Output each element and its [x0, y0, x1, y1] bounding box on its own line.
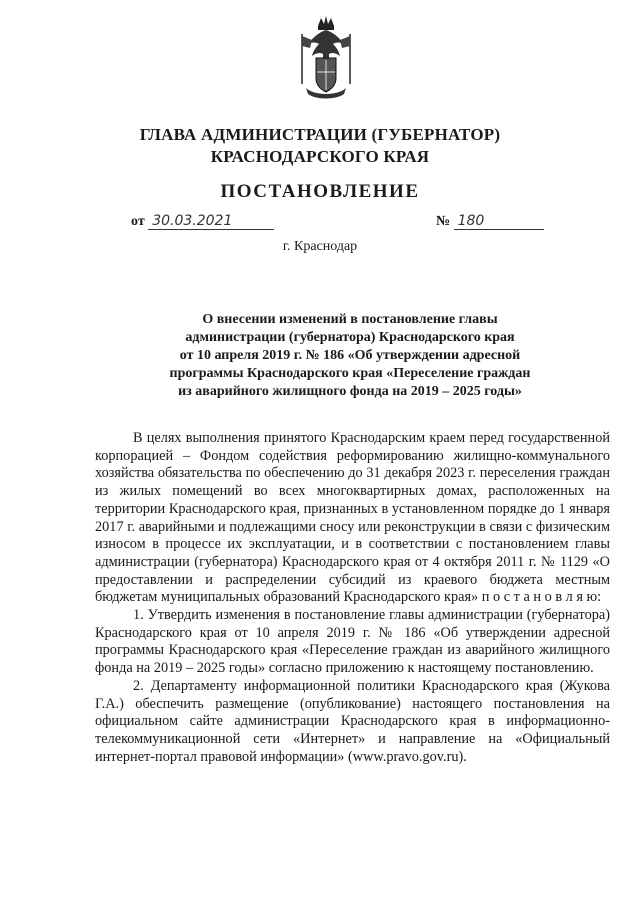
title-line: программы Краснодарского края «Переселение граждан — [169, 366, 531, 381]
title-line: О внесении изменений в постановление главы — [202, 312, 498, 327]
date-label: от — [131, 214, 145, 229]
document-number — [436, 212, 544, 232]
title-line: от 10 апреля 2019 г. № 186 «Об утверждении адресной — [179, 348, 521, 363]
document-body — [95, 430, 610, 766]
authority-title: ГЛАВА АДМИНИСТРАЦИИ (ГУБЕРНАТОР) — [139, 125, 501, 144]
clause-paragraph: 2. Департаменту информационной политики Краснодарского края (Жукова Г.А.) обеспечить размещение (опубликование) настоящего постановления на официальном сайте администрации Краснодарского края в информационно-телекоммуникационной сети «Интернет» и направление на «Официальный интернет-портал правовой информации» (www.pravo.gov.ru). — [95, 677, 610, 765]
preamble-paragraph: В целях выполнения принятого Краснодарским краем перед государственной корпорацией – Фондом содействия реформированию жилищно-коммунального хозяйства обязательства по обеспечению до 31 декабря 2023 г. переселения граждан из жилых помещений во всех многоквартирных домах, расположенных на территории Краснодарского края, признанных в установленном порядке до 1 января 2017 г. аварийными и подлежащими сносу или реконструкции в связи с физическим износом в процессе их эксплуатации, и в соответствии с постановлением главы администрации (губернатора) Краснодарского края от 4 октября 2011 г. № 1129 «О предоставлении и распределении субсидий из краевого бюджета местным бюджетам муниципальных образований Краснодарского края» п о с т а н о в л я ю: — [95, 430, 610, 606]
title-line: администрации (губернатора) Краснодарского края — [185, 330, 515, 345]
clause-paragraph: 1. Утвердить изменения в постановление главы администрации (губернатора) Краснодарского края от 10 апреля 2019 г. № 186 «Об утверждении адресной программы Краснодарского края «Переселение граждан из аварийного жилищного фонда на 2019 – 2025 годы» согласно приложению к настоящему постановлению. — [95, 607, 610, 677]
krasnodar-coat-of-arms-icon — [296, 14, 356, 102]
document-date — [131, 212, 274, 232]
date-value: 30.03.2021 — [148, 213, 274, 230]
document-type: ПОСТАНОВЛЕНИЕ — [220, 181, 420, 202]
number-label: № — [436, 214, 451, 229]
document-title — [150, 311, 550, 401]
city: г. Краснодар — [282, 239, 358, 254]
title-line: из аварийного жилищного фонда на 2019 – 2025 годы» — [178, 384, 522, 399]
number-value: 180 — [454, 213, 544, 230]
authority-region: КРАСНОДАРСКОГО КРАЯ — [210, 147, 430, 166]
